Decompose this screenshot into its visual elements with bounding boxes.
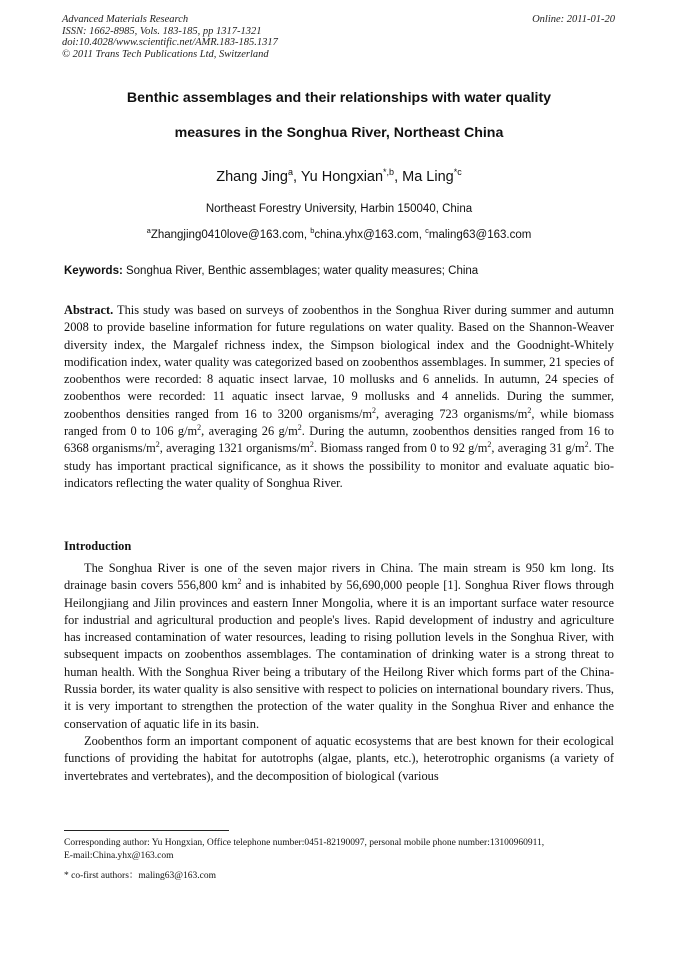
email-a: Zhangjing0410love@163.com	[150, 228, 304, 241]
affiliation: Northeast Forestry University, Harbin 150040, China	[205, 203, 473, 215]
author-name: Zhang Jing	[216, 168, 288, 185]
copyright-line: © 2011 Trans Tech Publications Ltd, Switzerland	[62, 48, 269, 60]
footnote-divider	[64, 830, 229, 831]
abstract-label: Abstract.	[64, 303, 114, 317]
author-name: Yu Hongxian	[300, 168, 384, 185]
author-emails: $^a$Zhangjing0410love@163.com, $^b$china.yhx@163.com, $^c$maling63@163.com	[146, 226, 532, 241]
journal-name: Advanced Materials Research	[62, 14, 189, 25]
author-name: Ma Ling	[402, 168, 454, 185]
email-c: maling63@163.com	[428, 228, 532, 241]
footnote-cofirst: * co-first authors：maling63@163.com	[64, 871, 217, 881]
journal-header	[62, 14, 278, 60]
keywords	[64, 265, 614, 277]
section-heading-introduction: Introduction	[64, 539, 132, 553]
footnotes	[64, 837, 614, 883]
issn-line: ISSN: 1662-8985, Vols. 183-185, pp 1317-1321	[62, 25, 262, 37]
keywords-label: Keywords:	[64, 265, 123, 277]
introduction-body	[64, 560, 614, 785]
abstract: Abstract. This study was based on surveys of zoobenthos in the Songhua River during summer and autumn 2008 to provide baseline information for future regulations on water quality. Based on the Shannon-Weaver diversity index, the Margalef richness index, the Simpson biological index and the Goodnight-Whitely modification index, water quality was categorized based on zoobenthos assemblages. In summer, 21 species of zoobenthos were recorded: 8 aquatic insect larvae, 10 mollusks and 6 annelids. In autumn, 24 species of zoobenthos were recorded: 11 aquatic insect larvae, 9 mollusks and 4 annelids. During the summer, zoobenthos densities ranged from 16 to 3200 organisms/$m^2$, averaging 723 organisms/$m^2$, while biomass ranged from 0 to 106 $g/m^2$, averaging 26 $g/m^2$. During the autumn, zoobenthos densities ranged from 16 to 6368 organisms/$m^2$, averaging 1321 organisms/$m^2$. Biomass ranged from 0 to 92 $g/m^2$, averaging 31 $g/m^2$. The study has important practical significance, as it shows the possibility to monitor and evaluate aquatic bio-indicators reflecting the water quality of Songhua River.	[64, 303, 615, 490]
footnote-email: E-mail:China.yhx@163.com	[64, 851, 174, 861]
paragraph: Zoobenthos form an important component of aquatic ecosystems that are best known for their ecological functions of providing the habitat for autotrophs (algae, plants, etc.), heterotrophic organisms (a variety of invertebrates and vertebrates), and the decomposition of biological (various	[64, 733, 614, 783]
author-marker: a	[288, 167, 294, 177]
online-date: Online: 2011-01-20	[532, 14, 615, 25]
author-marker: *,b	[383, 167, 395, 177]
doi-line: doi:10.4028/www.scientific.net/AMR.183-185.1317	[62, 37, 278, 48]
author-marker: *c	[453, 167, 462, 177]
paper-title-line-1: Benthic assemblages and their relationships with water quality	[126, 90, 552, 106]
paragraph: The Songhua River is one of the seven major rivers in China. The main stream is 950 km long. Its drainage basin covers 556,800 $km^2$ and is inhabited by 56,690,000 people [1]. Songhua River flows through Heilongjiang and Jilin provinces and eastern Inner Mongolia, where it is an important surface water resource for industrial and agricultural production and people's lives. Rapid development of industry and agriculture has increased contamination of water resources, leading to rising pollution levels in the Songhua River, with subsequent impacts on zoobenthos assemblages. The contamination of drinking water is a strong threat to human health. With the Songhua River being a tributary of the Heilong River which forms part of the China-Russia border, its water quality is also sensitive with respect to policies on international boundary rivers. Thus, it is very important to strengthen the protection of the water quality in the Songhua River and enhance the conservation of aquatic life in its basin.	[64, 561, 614, 731]
email-b: china.yhx@163.com	[314, 228, 419, 241]
footnote-corresponding: Corresponding author: Yu Hongxian, Office telephone number:0451-82190097, personal mobile phone number:13100960911,	[64, 838, 545, 848]
keywords-text: Songhua River, Benthic assemblages; water quality measures; China	[122, 265, 479, 277]
paper-title-line-2: measures in the Songhua River, Northeast China	[174, 125, 504, 141]
author-list: Zhang Jing$^a$, Yu Hongxian$^{*,b}$, Ma Ling$^{*c}$	[216, 167, 462, 185]
